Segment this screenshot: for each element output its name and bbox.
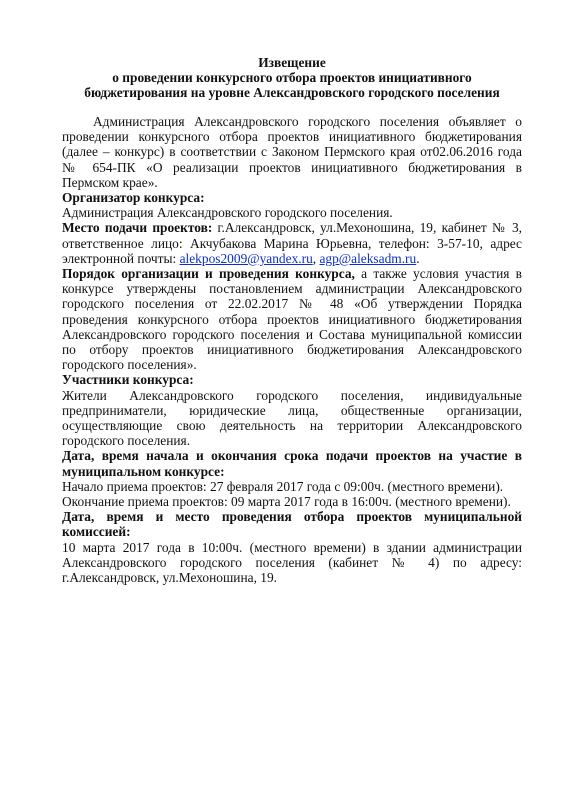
place-paragraph (62, 220, 522, 266)
deadlines-end: Окончание приема проектов: 09 марта 2017 года в 16:00ч. (местного времени). (62, 494, 511, 510)
deadlines-heading: Дата, время начала и окончания срока подачи проектов на участие в муниципальном конкурсе: (62, 448, 522, 479)
place-text: г.Александровск, ул.Мехоношина, 19, кабинет № 3, ответственное лицо: Акчубакова Марина Юрьевна, телефон: 3-57-10, адрес электронной почты: (62, 220, 522, 266)
title-line-1: Извещение (258, 55, 326, 70)
participants-text: Жители Александровского городского поселения, индивидуальные предприниматели, юридические лица, общественные организации, осуществляющие свою деятельность на территории Александровского городского поселения. (62, 387, 522, 449)
selection-text: 10 марта 2017 года в 10:00ч. (местного времени) в здании администрации Александровского городского поселения (кабинет № 4) по адресу: г.Александровск, ул.Мехоношина, 19. (62, 539, 522, 586)
email-separator: , (312, 250, 320, 266)
email-link-2[interactable]: agp@aleksadm.ru (319, 250, 417, 266)
document-title (62, 55, 522, 100)
organizer-text: Администрация Александровского городского поселения. (62, 205, 393, 221)
intro-paragraph: Администрация Александровского городского поселения объявляет о проведении конкурсного отбора проектов инициативного бюджетирования (далее – конкурс) в соответствии с Законом Пермского края от02.06.2016 года № 654-ПК «О реализации проектов инициативного бюджетирования в Пермском крае». (62, 114, 522, 190)
participants-heading: Участники конкурса: (62, 372, 194, 388)
organizer-heading: Организатор конкурса: (62, 190, 205, 206)
document-content (62, 55, 522, 585)
procedure-text: а также условия участия в конкурсе утверждены постановлением администрации Александровского городского поселения от 22.02.2017 № 48 «Об утверждении Порядка проведения конкурсного отбора проектов инициативного бюджетирования Александровского городского поселения и Состава муниципальной комиссии по отбору проектов инициативного бюджетирования Александровского городского поселения». (62, 266, 522, 373)
place-end: . (416, 250, 420, 266)
procedure-label: Порядок организации и проведения конкурса, (62, 266, 355, 282)
deadlines-start: Начало приема проектов: 27 февраля 2017 года с 09:00ч. (местного времени). (62, 478, 504, 494)
title-line-2: о проведении конкурсного отбора проектов инициативного (112, 70, 472, 85)
email-link-1[interactable]: alekpos2009@yandex.ru (179, 250, 313, 266)
place-label: Место подачи проектов: (62, 220, 213, 236)
title-line-3: бюджетирования на уровне Александровского городского поселения (84, 85, 500, 100)
procedure-paragraph (62, 266, 522, 372)
selection-heading: Дата, время и место проведения отбора проектов муниципальной комиссией: (62, 509, 522, 540)
